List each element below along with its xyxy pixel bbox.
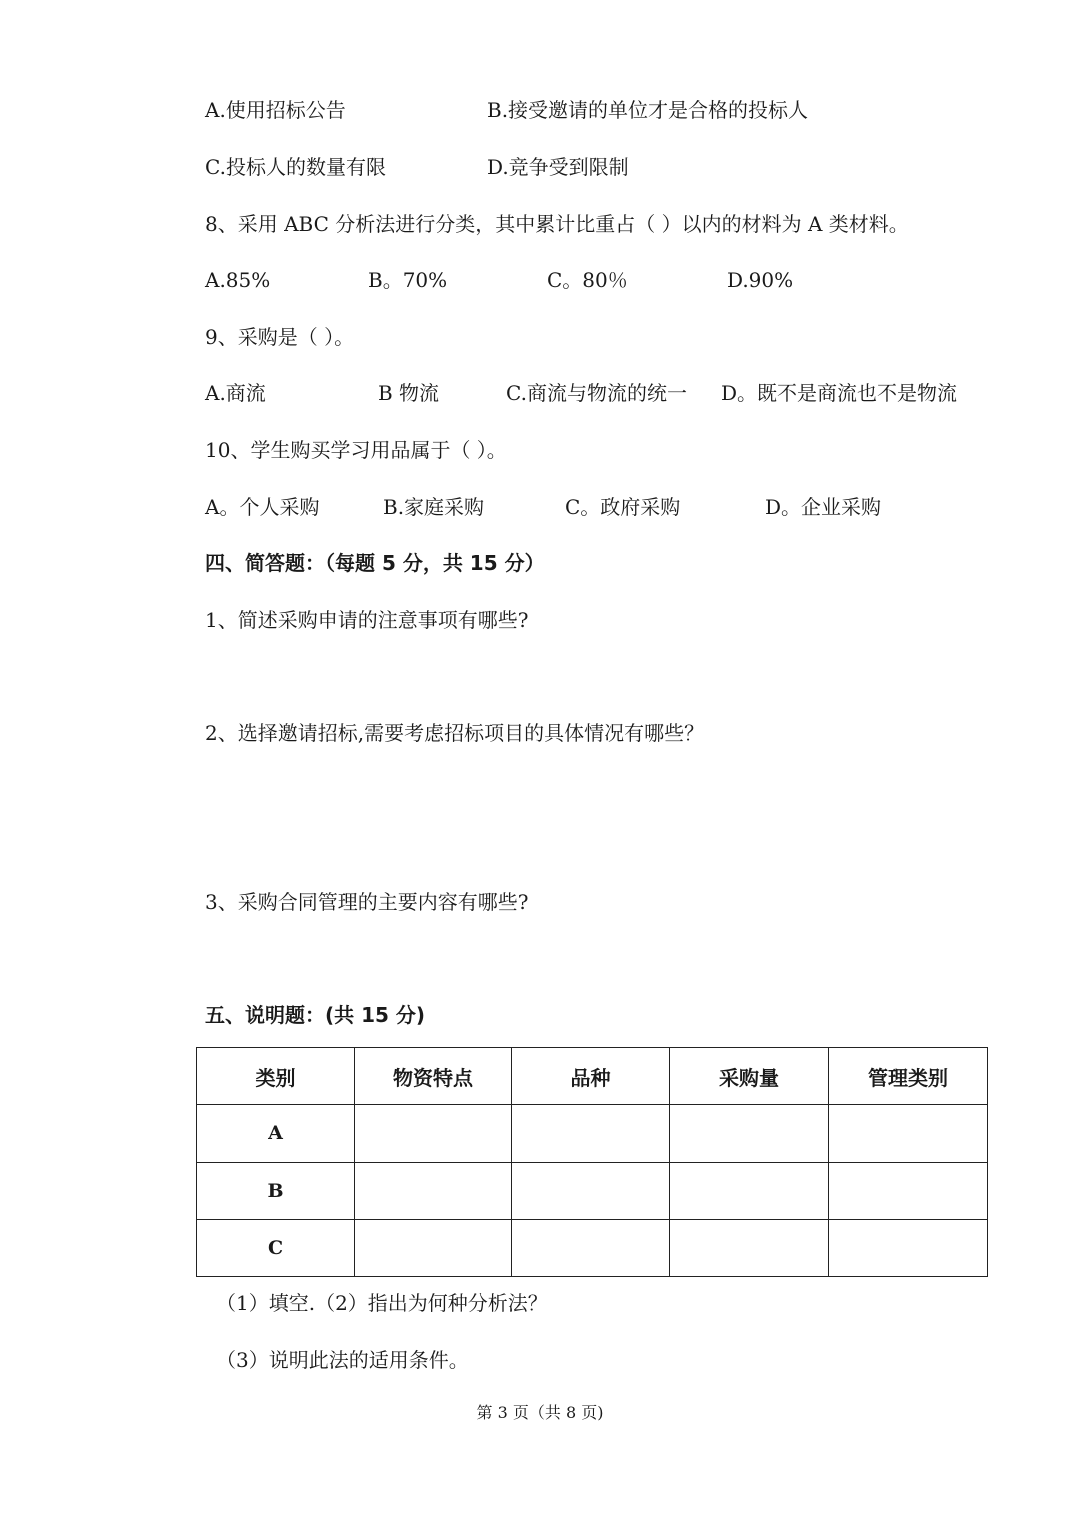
section4-q3: 3、采购合同管理的主要内容有哪些? bbox=[205, 890, 529, 914]
section4-q1: 1、简述采购申请的注意事项有哪些? bbox=[205, 608, 529, 632]
header-management-category: 管理类别 bbox=[829, 1048, 988, 1105]
blank-cell[interactable] bbox=[512, 1162, 670, 1219]
header-purchase-volume: 采购量 bbox=[670, 1048, 829, 1105]
blank-cell[interactable] bbox=[670, 1105, 829, 1162]
section5-title: 五、说明题：(共 15 分) bbox=[205, 1003, 426, 1027]
q9-option-d: D。既不是商流也不是物流 bbox=[721, 381, 958, 405]
abc-classification-table bbox=[196, 1047, 988, 1277]
q8-stem: 8、采用 ABC 分析法进行分类，其中累计比重占（ ）以内的材料为 A 类材料。 bbox=[205, 212, 909, 236]
q10-stem: 10、学生购买学习用品属于（ ）。 bbox=[205, 438, 507, 462]
row-label-a: A bbox=[197, 1105, 355, 1162]
q7-option-b: B.接受邀请的单位才是合格的投标人 bbox=[487, 98, 809, 122]
q8-option-b: B。70% bbox=[368, 268, 448, 292]
blank-cell[interactable] bbox=[355, 1105, 512, 1162]
blank-cell[interactable] bbox=[670, 1219, 829, 1276]
section4-title: 四、简答题：（每题 5 分，共 15 分） bbox=[205, 551, 545, 575]
q9-stem: 9、采购是（ ）。 bbox=[205, 325, 355, 349]
header-material-features: 物资特点 bbox=[355, 1048, 512, 1105]
q7-option-a: A.使用招标公告 bbox=[205, 98, 346, 122]
table-row bbox=[197, 1105, 988, 1162]
row-label-b: B bbox=[197, 1162, 355, 1219]
section5-note2: （3）说明此法的适用条件。 bbox=[216, 1348, 469, 1372]
q9-option-c: C.商流与物流的统一 bbox=[506, 381, 687, 405]
page-footer: 第 3 页（共 8 页) bbox=[476, 1403, 604, 1422]
blank-cell[interactable] bbox=[670, 1162, 829, 1219]
row-label-c: C bbox=[197, 1219, 355, 1276]
blank-cell[interactable] bbox=[512, 1219, 670, 1276]
blank-cell[interactable] bbox=[829, 1162, 988, 1219]
q8-option-a: A.85% bbox=[205, 268, 271, 292]
blank-cell[interactable] bbox=[829, 1105, 988, 1162]
section5-note1: （1）填空.（2）指出为何种分析法？ bbox=[216, 1291, 548, 1315]
q8-option-c: C。80％ bbox=[547, 268, 628, 292]
q7-option-d: D.竞争受到限制 bbox=[487, 155, 629, 179]
q9-option-a: A.商流 bbox=[205, 381, 266, 405]
blank-cell[interactable] bbox=[355, 1219, 512, 1276]
q9-option-b: B 物流 bbox=[378, 381, 440, 405]
blank-cell[interactable] bbox=[355, 1162, 512, 1219]
q10-option-c: C。政府采购 bbox=[565, 495, 681, 519]
blank-cell[interactable] bbox=[829, 1219, 988, 1276]
header-category: 类别 bbox=[197, 1048, 355, 1105]
q10-option-b: B.家庭采购 bbox=[383, 495, 485, 519]
table-row bbox=[197, 1219, 988, 1276]
section4-q2: 2、选择邀请招标,需要考虑招标项目的具体情况有哪些？ bbox=[205, 721, 705, 745]
blank-cell[interactable] bbox=[512, 1105, 670, 1162]
header-variety: 品种 bbox=[512, 1048, 670, 1105]
q10-option-a: A。个人采购 bbox=[205, 495, 320, 519]
table-header-row bbox=[197, 1048, 988, 1105]
q7-option-c: C.投标人的数量有限 bbox=[205, 155, 386, 179]
q8-option-d: D.90% bbox=[727, 268, 794, 292]
q10-option-d: D。企业采购 bbox=[765, 495, 882, 519]
table-row bbox=[197, 1162, 988, 1219]
